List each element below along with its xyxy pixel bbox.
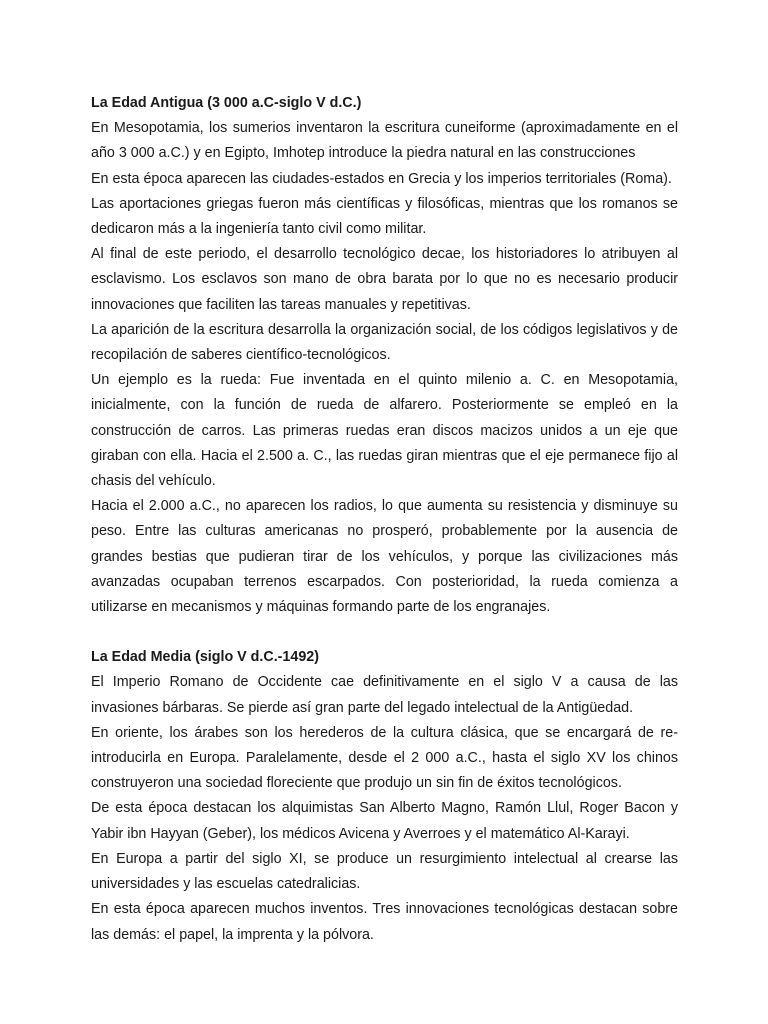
paragraph: En Mesopotamia, los sumerios inventaron la escritura cuneiforme (aproximadamente en el año 3 000 a.C.) y en Egipto, Imhotep introduce la piedra natural en las construcciones [91,120,678,162]
section-edad-media [91,645,678,947]
paragraph: El Imperio Romano de Occidente cae definitivamente en el siglo V a causa de las invasiones bárbaras. Se pierde así gran parte del legado intelectual de la Antigüedad. [91,674,678,716]
section-heading: La Edad Media (siglo V d.C.-1492) [91,649,320,666]
document-page [91,91,678,948]
section-heading: La Edad Antigua (3 000 a.C-siglo V d.C.) [91,95,362,111]
section-edad-antigua [91,91,678,620]
paragraph: En oriente, los árabes son los herederos de la cultura clásica, que se encargará de re-introducirla en Europa. Paralelamente, desde el 2 000 a.C., hasta el siglo XV los chinos construyeron una sociedad floreciente que produjo un sin fin de éxitos tecnológicos. [91,724,678,792]
paragraph: Hacia el 2.000 a.C., no aparecen los radios, lo que aumenta su resistencia y disminuye su peso. Entre las culturas americanas no prosperó, probablemente por la ausencia de grandes bestias que pudieran tirar de los vehículos, y porque las civilizaciones más avanzadas ocupaban terrenos escarpados. Con posterioridad, la rueda comienza a utilizarse en mecanismos y máquinas formando parte de los engranajes. [91,498,678,616]
paragraph: En esta época aparecen muchos inventos. Tres innovaciones tecnológicas destacan sobre las demás: el papel, la imprenta y la pólvora. [91,901,678,943]
paragraph: Al final de este periodo, el desarrollo tecnológico decae, los historiadores lo atribuyen al esclavismo. Los esclavos son mano de obra barata por lo que no es necesario producir innovaciones que faciliten las tareas manuales y repetitivas. [91,246,678,313]
paragraph: En Europa a partir del siglo XI, se produce un resurgimiento intelectual al crearse las universidades y las escuelas catedralicias. [91,850,678,893]
paragraph: Las aportaciones griegas fueron más científicas y filosóficas, mientras que los romanos se dedicaron más a la ingeniería tanto civil como militar. [91,195,678,238]
paragraph: Un ejemplo es la rueda: Fue inventada en el quinto milenio a. C. en Mesopotamia, inicialmente, con la función de rueda de alfarero. Posteriormente se empleó en la construcción de carros. Las primeras ruedas eran discos macizos unidos a un eje que giraban con ella. Hacia el 2.500 a. C., las ruedas giran mientras que el eje permanece fijo al chasis del vehículo. [91,372,678,490]
paragraph: En esta época aparecen las ciudades-estados en Grecia y los imperios territoriales (Roma). [91,170,672,187]
paragraph: De esta época destacan los alquimistas San Alberto Magno, Ramón Llul, Roger Bacon y Yabir ibn Hayyan (Geber), los médicos Avicena y Averroes y el matemático Al-Karayi. [91,800,678,842]
paragraph: La aparición de la escritura desarrolla la organización social, de los códigos legislativos y de recopilación de saberes científico-tecnológicos. [91,321,678,364]
